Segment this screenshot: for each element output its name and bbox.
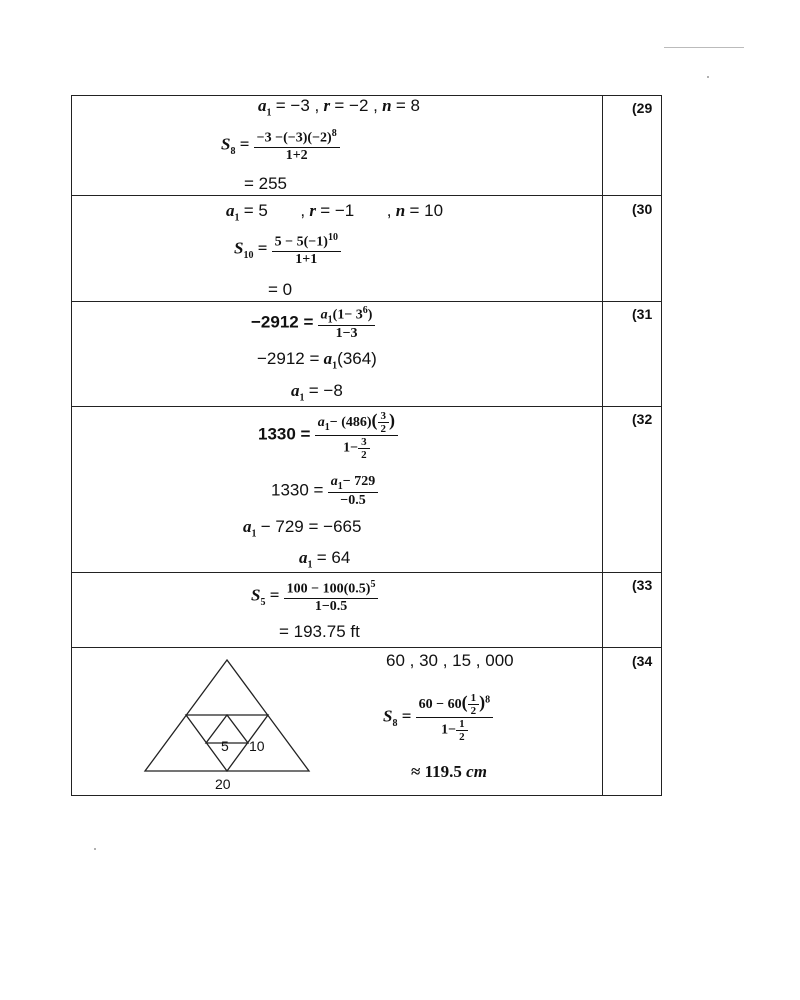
fraction: $\frac{a_1- 729}{-0.5}$ bbox=[328, 474, 378, 509]
scan-speck bbox=[94, 848, 96, 850]
inner-triangle-label: 5 bbox=[221, 738, 229, 754]
result-29: = 255 bbox=[244, 174, 288, 193]
fraction: $a_1- (486)$( $\frac{3}{2}$ ) 1− $\frac{3}{2}$ bbox=[315, 410, 398, 461]
question-number-33: (33 bbox=[632, 577, 653, 593]
answer-table bbox=[71, 95, 662, 796]
scan-mark bbox=[664, 47, 744, 48]
equation-32-line2: 1330 = $\frac{a_1- 729}{-0.5}$ bbox=[271, 474, 378, 509]
row-divider bbox=[71, 647, 662, 648]
question-number-29: (29 bbox=[632, 100, 653, 116]
fraction: $\frac{100 - 100(0.5)^5}{1-0.5}$ bbox=[284, 579, 379, 615]
row-divider bbox=[71, 406, 662, 407]
number-column-divider bbox=[602, 95, 603, 796]
row-divider bbox=[71, 195, 662, 196]
sequence-34: 60 , 30 , 15 , 000 bbox=[386, 651, 514, 670]
sum-formula-33: $S_5$ = $\frac{100 - 100(0.5)^5}{1-0.5}$ bbox=[251, 579, 378, 615]
equation-31-line2: $-2912 = a_1(364)$ bbox=[257, 349, 377, 372]
sum-formula-30: $S_{10}$ = $\frac{5 - 5(-1)^{10}}{1+1}$ bbox=[234, 232, 341, 268]
result-33: = 193.75 ft bbox=[279, 622, 360, 641]
question-number-32: (32 bbox=[632, 411, 653, 427]
result-30: = 0 bbox=[268, 280, 293, 299]
outer-triangle-label: 20 bbox=[215, 776, 231, 792]
equation-32-line1: 1330 = $a_1- (486)$( $\frac{3}{2}$ ) 1− $\frac{3}{2}$ bbox=[258, 410, 398, 461]
question-number-34: (34 bbox=[632, 653, 653, 669]
fraction: $\frac{-3 -(-3)(-2)^8}{1+2}$ bbox=[254, 128, 340, 164]
givens-29: $a_1 = -3$ , r = −2 , n = 8 bbox=[258, 96, 420, 119]
fraction: 60 − 60( $\frac{1}{2}$ )$^8$ 1− $\frac{1}{2}$ bbox=[416, 692, 493, 743]
nested-triangles-diagram bbox=[141, 657, 311, 777]
question-number-30: (30 bbox=[632, 201, 653, 217]
givens-30: $a_1 = 5$ , r = −1 , n = 10 bbox=[226, 201, 444, 224]
fraction: $\frac{5 - 5(-1)^{10}}{1+1}$ bbox=[272, 232, 341, 268]
row-divider bbox=[71, 572, 662, 573]
question-number-31: (31 bbox=[632, 306, 653, 322]
sum-formula-34: $S_8$ = 60 − 60( $\frac{1}{2}$ )$^8$ 1− $\frac{1}{2}$ bbox=[383, 692, 493, 743]
row-divider bbox=[71, 301, 662, 302]
middle-triangle-label: 10 bbox=[249, 738, 265, 754]
fraction: $\frac{a_1(1- 3^6)}{1-3}$ bbox=[318, 305, 376, 342]
equation-32-line3: $a_1 - 729 = -665$ bbox=[243, 517, 362, 540]
result-34: ≈ 119.5 cm bbox=[411, 762, 487, 781]
equation-31-line1: −2912 = $\frac{a_1(1- 3^6)}{1-3}$ bbox=[251, 305, 375, 342]
sum-formula-29: $S_8$ = $\frac{-3 -(-3)(-2)^8}{1+2}$ bbox=[221, 128, 340, 164]
equation-32-line4: $a_1 = 64$ bbox=[299, 548, 351, 571]
equation-31-line3: $a_1 = -8$ bbox=[291, 381, 343, 404]
scan-speck bbox=[707, 76, 709, 78]
